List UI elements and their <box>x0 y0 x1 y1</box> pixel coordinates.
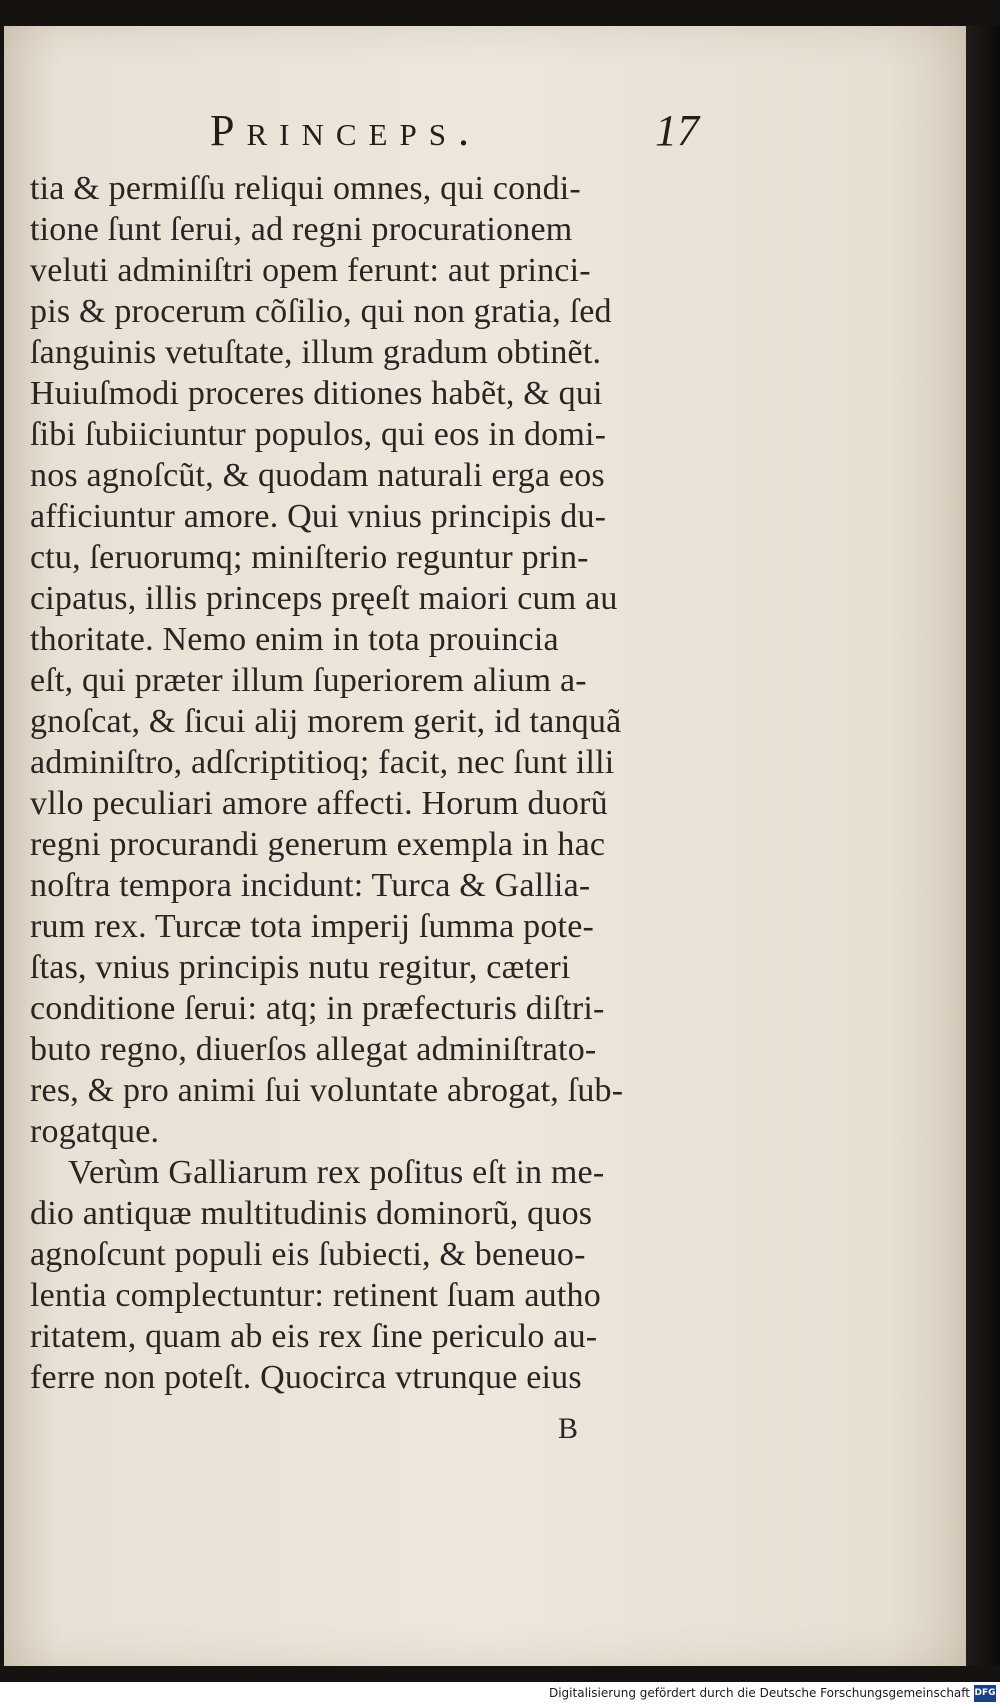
text-line: vllo peculiari amore affecti. Horum duorũ <box>30 785 608 822</box>
page-header <box>210 105 720 165</box>
text-line: rum rex. Turcæ tota imperij ſumma pote- <box>30 908 595 945</box>
text-line: adminiſtro, adſcriptitioq; facit, nec ſunt illi <box>30 744 615 781</box>
text-line: res, & pro animi ſui voluntate abrogat, ſub- <box>30 1072 624 1109</box>
digitization-footer <box>0 1682 1000 1707</box>
text-line: ſibi ſubiiciuntur populos, qui eos in domi- <box>30 416 607 453</box>
text-line: lentia complectuntur: retinent ſuam autho <box>30 1277 601 1314</box>
running-title: Princeps. <box>210 106 481 155</box>
text-line: Huiuſmodi proceres ditiones habẽt, & qui <box>30 375 603 412</box>
text-line: gnoſcat, & ſicui alij morem gerit, id tanquã <box>30 703 622 740</box>
text-line: eſt, qui præter illum ſuperiorem alium a- <box>30 662 587 699</box>
text-line: Verùm Galliarum rex poſitus eſt in me- <box>68 1154 605 1191</box>
text-line: tia & permiſſu reliqui omnes, qui condi- <box>30 170 581 207</box>
text-line: afficiuntur amore. Qui vnius principis du- <box>30 498 607 535</box>
text-line: ctu, ſeruorumq; miniſterio reguntur prin- <box>30 539 589 576</box>
signature-mark: B <box>558 1412 579 1445</box>
page-edge-shadow <box>966 26 1000 1666</box>
text-line: nos agnoſcũt, & quodam naturali erga eos <box>30 457 605 494</box>
text-line: ſanguinis vetuſtate, illum gradum obtinẽt. <box>30 334 602 371</box>
text-line: thoritate. Nemo enim in tota prouincia <box>30 621 559 658</box>
footer-credit: Digitalisierung gefördert durch die Deutsche Forschungsgemeinschaft <box>548 1686 970 1700</box>
text-line: noſtra tempora incidunt: Turca & Gallia- <box>30 867 591 904</box>
text-line: ſtas, vnius principis nutu regitur, cæteri <box>30 949 571 986</box>
body-text <box>30 168 720 1398</box>
text-line: pis & procerum cõſilio, qui non gratia, ſed <box>30 293 612 330</box>
page-number: 17 <box>655 106 699 155</box>
dfg-logo: DFG <box>974 1685 996 1702</box>
text-line: tione ſunt ſerui, ad regni procurationem <box>30 211 573 248</box>
text-line: cipatus, illis princeps pręeſt maiori cum au <box>30 580 618 617</box>
text-line: regni procurandi generum exempla in hac <box>30 826 606 863</box>
text-line: dio antiquæ multitudinis dominorũ, quos <box>30 1195 593 1232</box>
text-line: ritatem, quam ab eis rex ſine periculo au- <box>30 1318 598 1355</box>
text-line: rogatque. <box>30 1113 160 1150</box>
text-line: veluti adminiſtri opem ferunt: aut princi- <box>30 252 591 289</box>
text-line: buto regno, diuerſos allegat adminiſtrato- <box>30 1031 597 1068</box>
text-line: ferre non poteſt. Quocirca vtrunque eius <box>30 1359 582 1396</box>
text-line: conditione ſerui: atq; in præfecturis diſtri- <box>30 990 605 1027</box>
text-line: agnoſcunt populi eis ſubiecti, & beneuo- <box>30 1236 586 1273</box>
